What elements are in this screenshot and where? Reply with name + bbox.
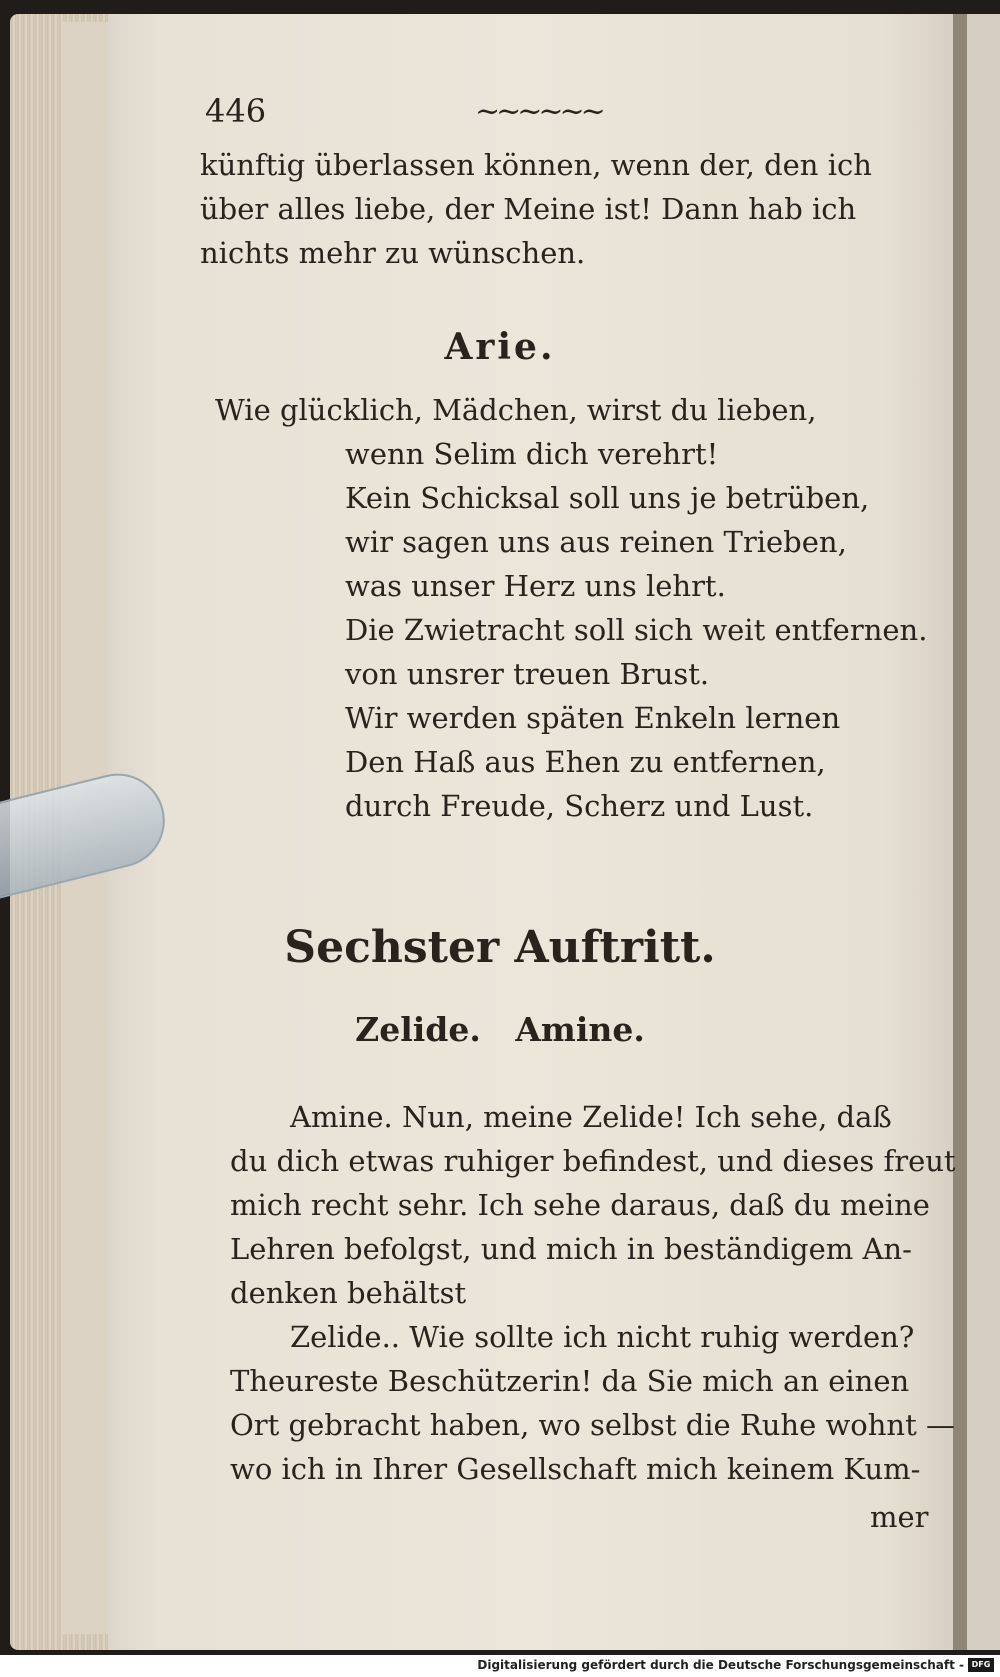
intro-line: nichts mehr zu wünschen. xyxy=(200,236,586,270)
scene-title: Sechster Auftritt. xyxy=(284,922,716,973)
aria-title: Arie. xyxy=(444,326,556,368)
header-ornament: ~~~~~~ xyxy=(475,94,602,129)
aria-line: was unser Herz uns lehrt. xyxy=(345,569,726,603)
dfg-logo: DFG xyxy=(968,1658,994,1672)
dialogue-line: mich recht sehr. Ich sehe daraus, daß du meine xyxy=(230,1188,930,1222)
dialogue-line: Lehren befolgst, und mich in beständigem An- xyxy=(230,1232,912,1266)
catchword: mer xyxy=(870,1500,929,1534)
aria-line: durch Freude, Scherz und Lust. xyxy=(345,789,814,823)
dialogue-line: wo ich in Ihrer Gesellschaft mich keinem Kum- xyxy=(230,1452,921,1486)
aria-line: Wir werden späten Enkeln lernen xyxy=(345,701,841,735)
aria-line: von unsrer treuen Brust. xyxy=(345,657,710,691)
dialogue-line: Amine. Nun, meine Zelide! Ich sehe, daß xyxy=(290,1100,892,1134)
scene-characters: Zelide. Amine. xyxy=(355,1010,645,1049)
funding-credit: Digitalisierung gefördert durch die Deutsche Forschungsgemeinschaft - xyxy=(477,1658,964,1672)
aria-line: Kein Schicksal soll uns je betrüben, xyxy=(345,481,870,515)
page-number: 446 xyxy=(205,92,267,130)
aria-line: Die Zwietracht soll sich weit entfernen. xyxy=(345,613,928,647)
footer-bar xyxy=(0,1655,1000,1677)
intro-line: über alles liebe, der Meine ist! Dann hab ich xyxy=(200,192,857,226)
aria-line: Wie glücklich, Mädchen, wirst du lieben, xyxy=(215,393,817,427)
aria-line: wenn Selim dich verehrt! xyxy=(345,437,719,471)
next-page-edge xyxy=(967,14,1000,1650)
book-gutter xyxy=(953,14,967,1650)
dialogue-line: Ort gebracht haben, wo selbst die Ruhe wohnt — xyxy=(230,1408,955,1442)
dialogue-line: denken behältst xyxy=(230,1276,467,1310)
dialogue-line: Theureste Beschützerin! da Sie mich an einen xyxy=(230,1364,910,1398)
aria-line: wir sagen uns aus reinen Trieben, xyxy=(345,525,847,559)
aria-line: Den Haß aus Ehen zu entfernen, xyxy=(345,745,826,779)
intro-line: künftig überlassen können, wenn der, den ich xyxy=(200,148,872,182)
dialogue-line: Zelide.. Wie sollte ich nicht ruhig werden? xyxy=(290,1320,915,1354)
dialogue-line: du dich etwas ruhiger befindest, und dieses freut xyxy=(230,1144,956,1178)
